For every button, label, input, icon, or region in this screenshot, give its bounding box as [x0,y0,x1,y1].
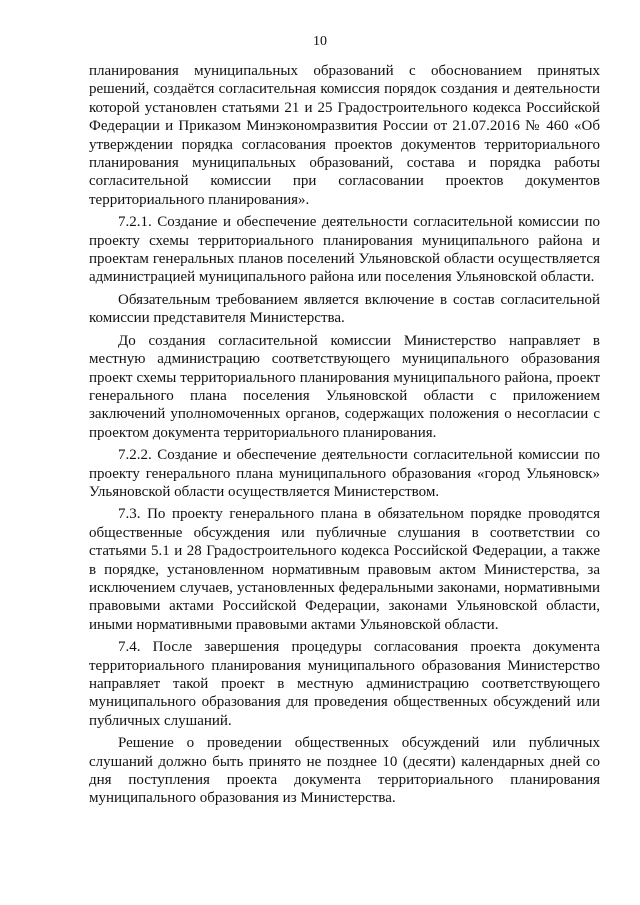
paragraph-requirement: Обязательным требованием является включение в состав согласительной комиссии представителя Министерства. [89,291,600,327]
paragraph-7-3: 7.3. По проекту генерального плана в обязательном порядке проводятся общественные обсуждения или публичные слушания в соответствии со статьями 5.1 и 28 Градостроительного кодекса Российской Федерации, а также в порядке, установленном нормативным правовым актом Министерства, за исключением случаев, установленных федеральными законами, нормативными правовыми актами Российской Федерации, законами Ульяновской области, иными нормативными правовыми актами Ульяновской области. [89,506,600,633]
page-number: 10 [313,34,327,49]
paragraph-decision: Решение о проведении общественных обсуждений или публичных слушаний должно быть принято не позднее 10 (десяти) календарных дней со дня поступления проекта документа территориального планирования муниципального образования из Министерства. [89,735,600,807]
paragraph-7-4: 7.4. После завершения процедуры согласования проекта документа территориального планирования муниципального образования Министерство направляет такой проект в местную администрацию соответствующего муниципального образования для проведения общественных обсуждений или публичных слушаний. [89,639,600,729]
paragraph-continuation: планирования муниципальных образований с обоснованием принятых решений, создаётся согласительная комиссия порядок создания и деятельности которой установлен статьями 21 и 25 Градостроительного кодекса Российской Федерации и Приказом Минэкономразвития России от 21.07.2016 № 460 «Об утверждении порядка согласования проектов документов территориального планирования муниципальных образований, состава и порядка работы согласительной комиссии при согласовании проектов документов территориального планирования». [89,63,600,208]
paragraph-7-2-2: 7.2.2. Создание и обеспечение деятельности согласительной комиссии по проекту генерального плана муниципального образования «город Ульяновск» Ульяновской области осуществляется Министерством. [89,447,600,500]
paragraph-before-commission: До создания согласительной комиссии Министерство направляет в местную администрацию соответствующего муниципального образования проект схемы территориального планирования муниципального района, проект генерального плана поселения Ульяновской области с приложением заключений уполномоченных органов, содержащих положения о несогласии с проектом документа территориального планирования. [89,332,600,441]
document-body [89,62,600,812]
paragraph-7-2-1: 7.2.1. Создание и обеспечение деятельности согласительной комиссии по проекту схемы территориального планирования муниципального района и проектам генеральных планов поселений Ульяновской области осуществляется администрацией муниципального района или поселения Ульяновской области. [89,214,600,286]
